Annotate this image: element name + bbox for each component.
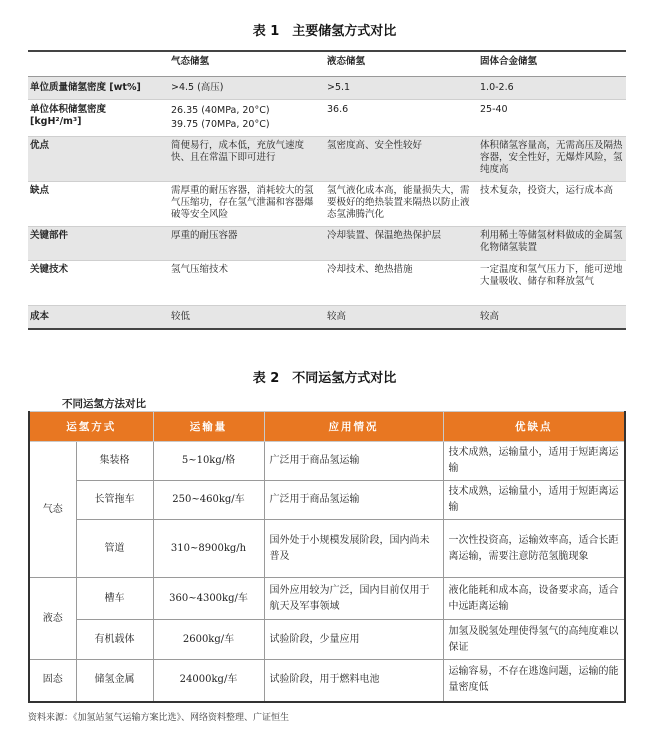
table2-capacity: 5~10kg/格 xyxy=(153,442,264,481)
table2-header-mode: 运氢方式 xyxy=(29,412,153,442)
table-row xyxy=(29,520,625,578)
table1-label: 单位体积储氢密度 [kgH²/m³] xyxy=(30,104,107,127)
table1-cell: 氢气压缩技术 xyxy=(171,264,229,275)
table2-usage: 试验阶段，用于燃料电池 xyxy=(264,660,443,702)
table1-row-key-parts xyxy=(28,227,626,261)
table2-source-note: 资料来源：《加氢站氢气运输方案比选》、网络资料整理、广证恒生 xyxy=(28,713,290,723)
table2-pros: 技术成熟，运输量小，适用于短距离运输 xyxy=(443,481,625,520)
table1-caption: 表 1 主要储氢方式对比 xyxy=(252,24,397,39)
table2-mode: 槽车 xyxy=(76,578,153,620)
table2-usage: 试验阶段，少量应用 xyxy=(264,620,443,660)
table2-usage: 国外应用较为广泛，国内目前仅用于航天及军事领域 xyxy=(264,578,443,620)
table1-cell: 一定温度和氢气压力下，能可逆地大量吸收、储存和释放氢气 xyxy=(480,264,623,287)
table1-cell: 技术复杂，投资大，运行成本高 xyxy=(480,185,614,196)
table2-mode: 长管拖车 xyxy=(76,481,153,520)
table2-pros: 技术成熟，运输量小，适用于短距离运输 xyxy=(443,442,625,481)
table2-capacity: 24000kg/车 xyxy=(153,660,264,702)
table1-row-disadvantages xyxy=(28,182,626,227)
table1-label: 优点 xyxy=(30,140,50,151)
table2-category-liquid: 液态 xyxy=(29,578,76,660)
table1-cell: 简便易行，成本低，充放气速度快、且在常温下即可进行 xyxy=(171,140,305,163)
table-row xyxy=(29,481,625,520)
table2-header-usage: 应用情况 xyxy=(264,412,443,442)
table1 xyxy=(28,50,626,330)
table1-cell: 26.35 (40MPa, 20°C) 39.75 (70MPa, 20°C) xyxy=(171,105,270,130)
table2-capacity: 310~8900kg/h xyxy=(153,520,264,578)
table1-cell: 冷却技术、绝热措施 xyxy=(327,264,413,275)
table1-row-cost xyxy=(28,306,626,330)
table1-cell: 厚重的耐压容器 xyxy=(171,230,238,241)
table2-caption: 表 2 不同运氢方式对比 xyxy=(252,371,397,386)
table2 xyxy=(28,411,626,703)
table1-header-liquid: 液态储氢 xyxy=(327,56,366,67)
table2-category-solid: 固态 xyxy=(29,660,76,702)
table2-mode: 集装格 xyxy=(76,442,153,481)
table2-mode: 管道 xyxy=(76,520,153,578)
table2-header-pros: 优缺点 xyxy=(443,412,625,442)
table2-mode: 有机载体 xyxy=(76,620,153,660)
table-row xyxy=(29,578,625,620)
table2-capacity: 2600kg/车 xyxy=(153,620,264,660)
table1-row-key-tech xyxy=(28,261,626,306)
table-row xyxy=(29,442,625,481)
table1-label: 单位质量储氢密度 [wt%] xyxy=(30,82,141,93)
table1-cell: 氢气液化成本高，能量损失大，需要极好的绝热装置来隔热以防止液态氢沸腾汽化 xyxy=(327,185,470,220)
table2-usage: 国外处于小规模发展阶段，国内尚未普及 xyxy=(264,520,443,578)
table1-label: 关键部件 xyxy=(30,230,69,241)
table1-row-mass-density xyxy=(28,77,626,100)
table1-cell: 冷却装置、保温绝热保护层 xyxy=(327,230,442,241)
table1-cell: >4.5 (高压) xyxy=(171,82,224,93)
table1-row-volume-density xyxy=(28,100,626,137)
table2-capacity: 250~460kg/车 xyxy=(153,481,264,520)
table2-pros: 运输容易，不存在逃逸问题，运输的能量密度低 xyxy=(443,660,625,702)
table2-header-row xyxy=(29,412,625,442)
table1-header-row xyxy=(28,50,626,77)
table2-mode: 储氢金属 xyxy=(76,660,153,702)
table2-category-gas: 气态 xyxy=(29,442,76,578)
table1-cell: 较高 xyxy=(480,311,500,322)
table1-cell: 较低 xyxy=(171,311,191,322)
table2-usage: 广泛用于商品氢运输 xyxy=(264,481,443,520)
table2-capacity: 360~4300kg/车 xyxy=(153,578,264,620)
table2-pros: 液化能耗和成本高，设备要求高，适合中远距离运输 xyxy=(443,578,625,620)
table1-cell: 36.6 xyxy=(327,104,349,115)
table1-label: 成本 xyxy=(30,311,50,322)
table1-label: 缺点 xyxy=(30,185,50,196)
table1-cell: 需厚重的耐压容器，消耗较大的氢气压缩功，存在氢气泄漏和容器爆破等安全风险 xyxy=(171,185,314,220)
table2-pros: 一次性投资高，运输效率高，适合长距离运输，需要注意防范氢脆现象 xyxy=(443,520,625,578)
table1-cell: 较高 xyxy=(327,311,347,322)
table2-usage: 广泛用于商品氢运输 xyxy=(264,442,443,481)
table2-title: 不同运氢方法对比 xyxy=(62,398,146,410)
table1-cell: 氢密度高、安全性较好 xyxy=(327,140,423,151)
table1-header-solid: 固体合金储氢 xyxy=(480,56,538,67)
table1-header-gas: 气态储氢 xyxy=(171,56,210,67)
table1-cell: 体积储氢容量高，无需高压及隔热容器，安全性好，无爆炸风险，氢纯度高 xyxy=(480,140,623,175)
table1-cell: 利用稀土等储氢材料做成的金属氢化物储氢装置 xyxy=(480,230,623,253)
table2-pros: 加氢及脱氢处理使得氢气的高纯度难以保证 xyxy=(443,620,625,660)
table1-cell: 1.0-2.6 xyxy=(480,82,514,93)
table1-row-advantages xyxy=(28,137,626,182)
table1-cell: >5.1 xyxy=(327,82,351,93)
table-row xyxy=(29,660,625,702)
table-row xyxy=(29,620,625,660)
table1-label: 关键技术 xyxy=(30,264,69,275)
table2-header-capacity: 运输量 xyxy=(153,412,264,442)
table1-cell: 25-40 xyxy=(480,104,508,115)
